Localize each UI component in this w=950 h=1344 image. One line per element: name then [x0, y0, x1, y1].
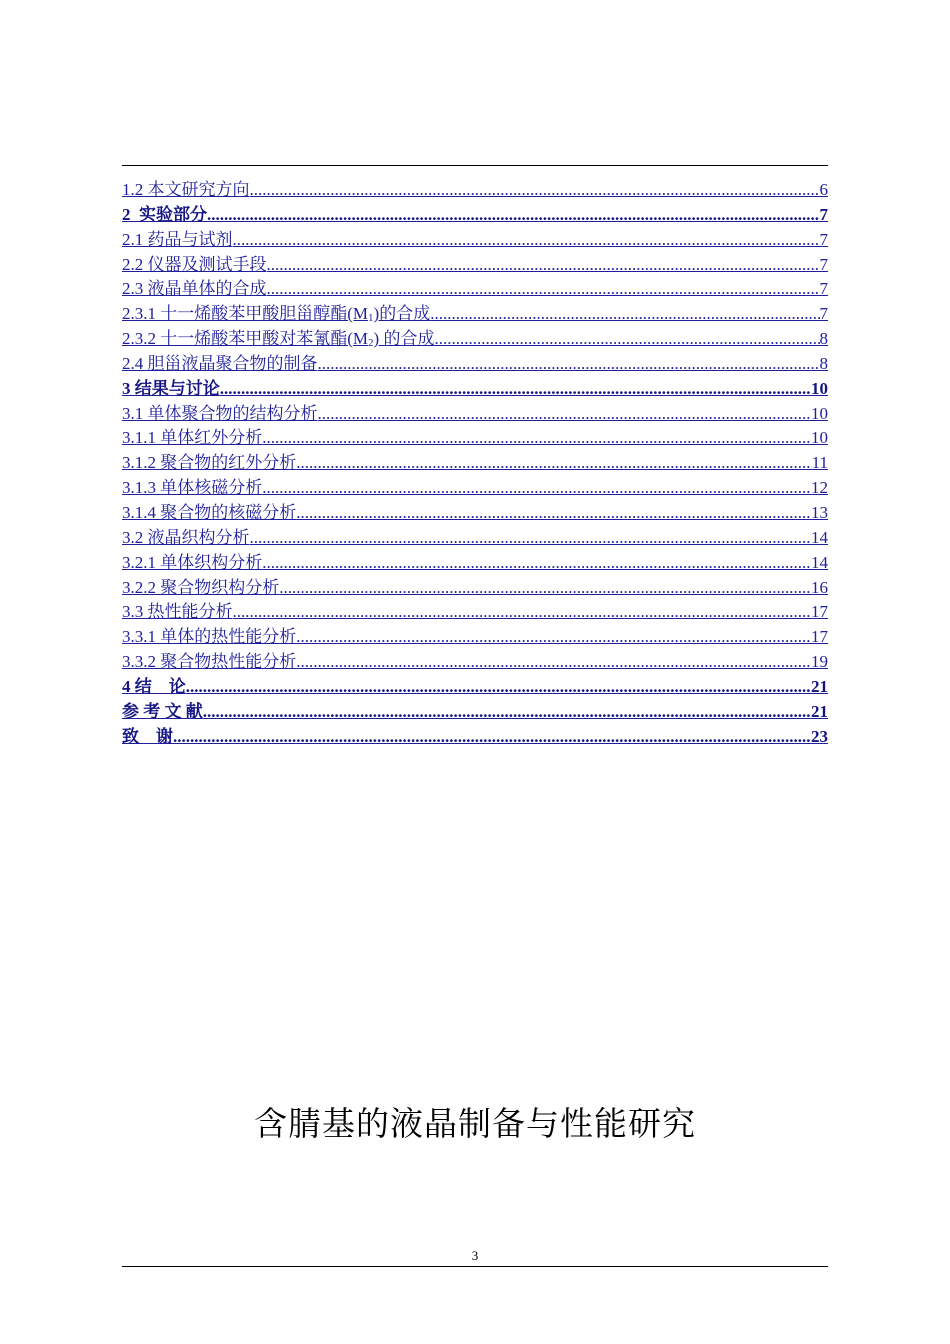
- toc-entry[interactable]: [122, 352, 828, 377]
- toc-entry-page: 7: [819, 254, 828, 274]
- toc-entry-title: 3.2 液晶织构分析: [122, 527, 250, 547]
- toc-entry-page: 8: [819, 353, 828, 373]
- toc-entry-title: 3.3 热性能分析: [122, 602, 233, 622]
- toc-dot-leader: [203, 700, 811, 725]
- document-title: 含腈基的液晶制备与性能研究: [254, 1104, 696, 1143]
- toc-dot-leader: [233, 228, 820, 253]
- toc-entry-title: 3.1.1 单体红外分析: [122, 428, 263, 448]
- toc-entry[interactable]: [122, 327, 828, 352]
- toc-entry-page: 12: [811, 478, 828, 498]
- toc-entry-page: 10: [811, 378, 828, 398]
- toc-dot-leader: [267, 253, 820, 278]
- toc-entry-page: 21: [811, 701, 828, 721]
- toc-entry-title: 2.3 液晶单体的合成: [122, 279, 267, 299]
- toc-dot-leader: [207, 203, 820, 228]
- toc-entry-title: 3.1.4 聚合物的核磁分析: [122, 502, 297, 522]
- toc-entry-page: 7: [819, 229, 828, 249]
- toc-entry-title: 2.2 仪器及测试手段: [122, 254, 267, 274]
- toc-dot-leader: [279, 576, 811, 601]
- toc-entry-title: 3.2.2 聚合物织构分析: [122, 577, 280, 597]
- toc-dot-leader: [173, 725, 811, 750]
- toc-entry[interactable]: [122, 526, 828, 551]
- toc-entry-page: 14: [811, 527, 828, 547]
- toc-entry-page: 7: [819, 279, 828, 299]
- toc-entry[interactable]: [122, 451, 828, 476]
- toc-entry-page: 7: [819, 204, 828, 224]
- toc-entry-page: 10: [811, 428, 828, 448]
- toc-entry-page: 17: [811, 602, 828, 622]
- toc-dot-leader: [250, 178, 820, 203]
- toc-entry[interactable]: [122, 625, 828, 650]
- toc-entry-page: 10: [811, 403, 828, 423]
- toc-entry-title: 3.3.1 单体的热性能分析: [122, 627, 297, 647]
- toc-entry-page: 19: [811, 652, 828, 672]
- toc-dot-leader: [186, 675, 811, 700]
- toc-entry-title: [122, 327, 434, 352]
- table-of-contents: [122, 178, 828, 749]
- toc-dot-leader: [250, 526, 812, 551]
- toc-entry[interactable]: [122, 402, 828, 427]
- toc-entry-page: 21: [811, 676, 828, 696]
- toc-entry[interactable]: [122, 725, 828, 750]
- toc-entry-title: 4 结 论: [122, 676, 186, 696]
- toc-entry-title: 2.1 药品与试剂: [122, 229, 233, 249]
- toc-dot-leader: [220, 377, 811, 402]
- toc-entry[interactable]: [122, 203, 828, 228]
- toc-entry[interactable]: [122, 551, 828, 576]
- toc-dot-leader: [434, 327, 819, 352]
- toc-entry-page: 7: [819, 304, 828, 324]
- toc-entry-page: 23: [811, 726, 828, 746]
- toc-entry-title: 3.1.3 单体核磁分析: [122, 478, 263, 498]
- toc-dot-leader: [296, 625, 811, 650]
- toc-entry-title: 3.2.1 单体织构分析: [122, 552, 263, 572]
- toc-entry-page: 6: [819, 180, 828, 199]
- toc-entry-title: 致 谢: [122, 726, 173, 746]
- toc-entry[interactable]: [122, 377, 828, 402]
- footer-rule: [122, 1266, 828, 1267]
- toc-dot-leader: [318, 352, 820, 377]
- toc-entry-title: 2.4 胆甾液晶聚合物的制备: [122, 353, 318, 373]
- toc-entry-title: 2 实验部分: [122, 204, 207, 224]
- toc-entry[interactable]: [122, 501, 828, 526]
- toc-dot-leader: [296, 451, 811, 476]
- toc-entry[interactable]: [122, 253, 828, 278]
- toc-entry-title: 3.1 单体聚合物的结构分析: [122, 403, 318, 423]
- toc-entry-page: 13: [811, 502, 828, 522]
- toc-entry-title: [122, 302, 430, 327]
- toc-entry-title-main: 2.3.2 十一烯酸苯甲酸对苯氰酯(M: [122, 329, 369, 349]
- toc-dot-leader: [262, 476, 811, 501]
- toc-entry[interactable]: [122, 576, 828, 601]
- toc-entry-page: 17: [811, 627, 828, 647]
- toc-entry-title: 3 结果与讨论: [122, 378, 220, 398]
- toc-entry[interactable]: [122, 277, 828, 302]
- toc-dot-leader: [233, 600, 812, 625]
- toc-entry-title: 3.1.2 聚合物的红外分析: [122, 453, 297, 473]
- toc-dot-leader: [318, 402, 812, 427]
- toc-entry-subscript: 1: [368, 312, 374, 325]
- toc-dot-leader: [262, 426, 811, 451]
- page-number: 3: [471, 1248, 479, 1263]
- toc-entry-title: 参 考 文 献: [122, 701, 203, 721]
- toc-entry[interactable]: [122, 228, 828, 253]
- header-rule: [122, 165, 828, 166]
- toc-entry-title-main: 2.3.1 十一烯酸苯甲酸胆甾醇酯(M: [122, 304, 369, 324]
- toc-entry-title-tail: ) 的合成: [373, 329, 435, 349]
- toc-entry-page: 11: [811, 453, 828, 473]
- toc-dot-leader: [262, 551, 811, 576]
- toc-entry-page: 14: [811, 552, 828, 572]
- toc-entry-title-tail: )的合成: [373, 304, 431, 324]
- toc-entry[interactable]: [122, 476, 828, 501]
- toc-entry[interactable]: [122, 178, 828, 203]
- toc-entry-page: 16: [811, 577, 828, 597]
- toc-dot-leader: [296, 650, 811, 675]
- toc-entry-title: 1.2 本文研究方向: [122, 180, 250, 199]
- toc-entry[interactable]: [122, 700, 828, 725]
- toc-dot-leader: [430, 302, 819, 327]
- toc-dot-leader: [296, 501, 811, 526]
- toc-dot-leader: [267, 277, 820, 302]
- toc-entry[interactable]: [122, 675, 828, 700]
- toc-entry-page: 8: [819, 329, 828, 349]
- toc-entry[interactable]: [122, 600, 828, 625]
- toc-entry-title: 3.3.2 聚合物热性能分析: [122, 652, 297, 672]
- toc-entry[interactable]: [122, 302, 828, 327]
- toc-entry-subscript: 2: [368, 337, 374, 350]
- toc-entry[interactable]: [122, 650, 828, 675]
- toc-entry[interactable]: [122, 426, 828, 451]
